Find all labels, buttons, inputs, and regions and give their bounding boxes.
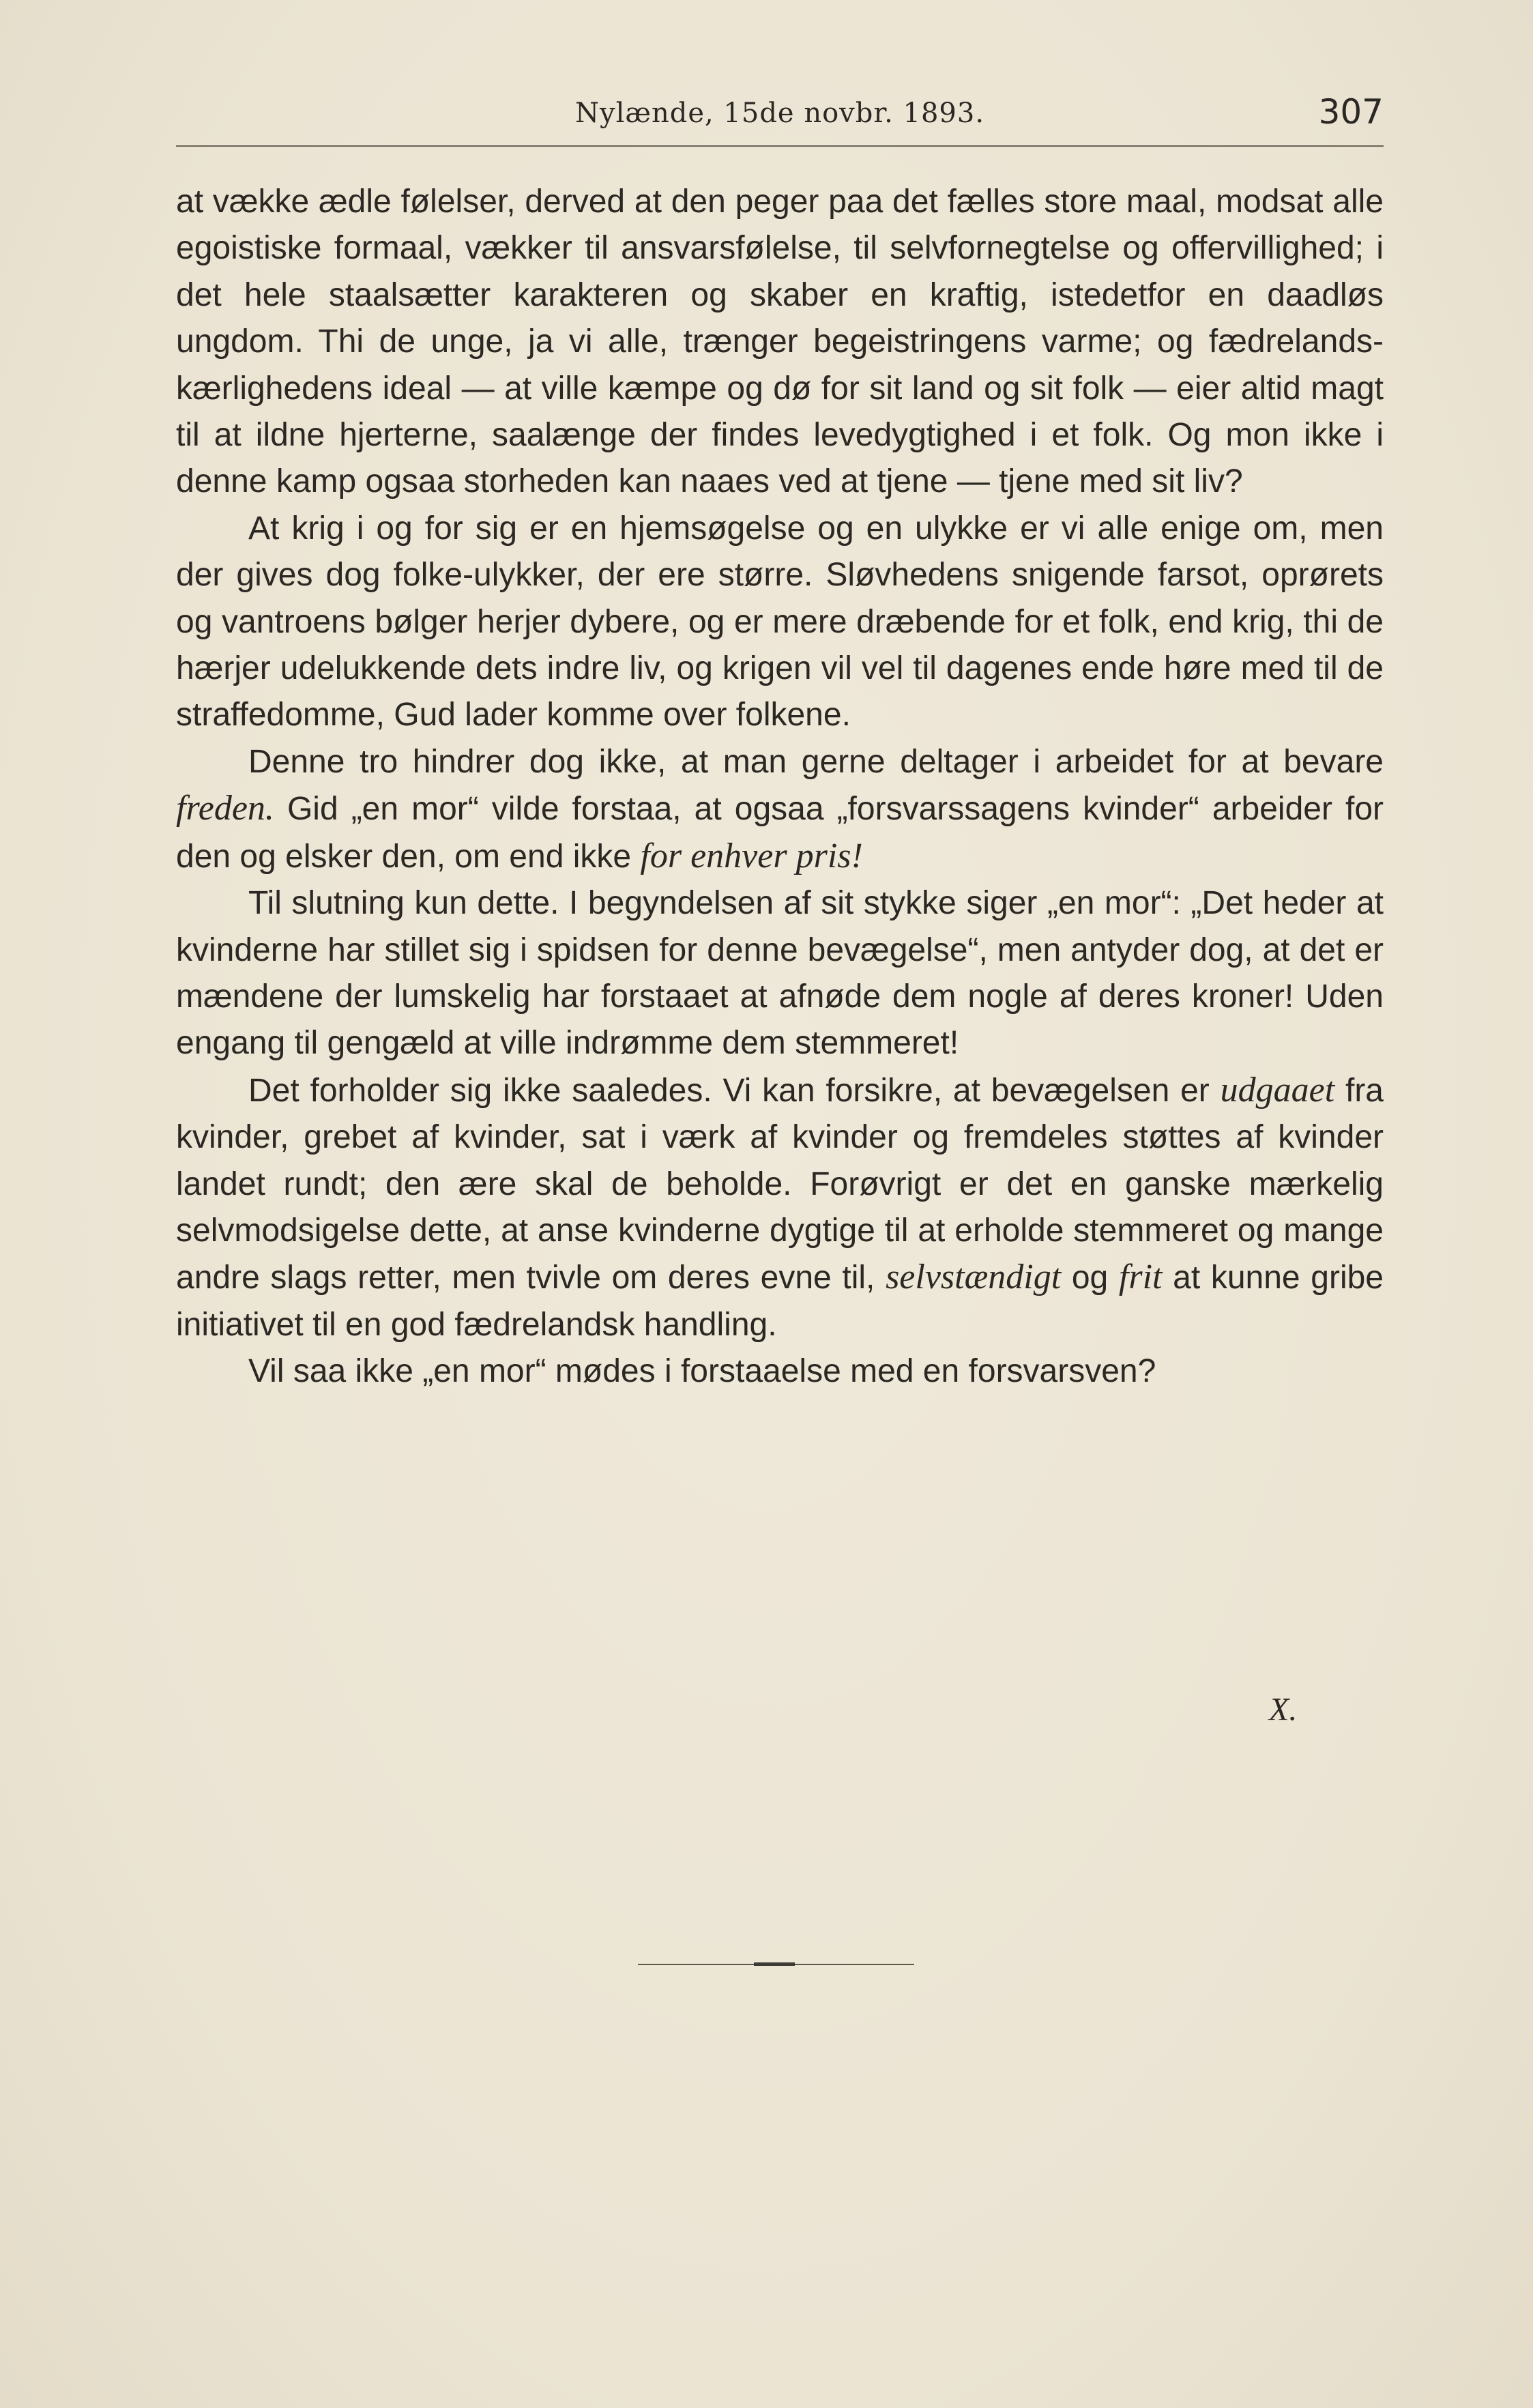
paragraph-1 bbox=[176, 179, 1384, 506]
paragraph-text: At krig i og for sig er en hjemsøgelse og en ulykke er vi alle enige om, men der gives dog folke-ulykker, der ere større. Sløvhedens snigende farsot, oprørets og vantroens bølger herjer dybere, og er mere dræbende for et folk, end krig, thi de hærjer udelukkende dets indre liv, og krigen vil vel til dagenes ende høre med til de straffedomme, Gud lader komme over folkene. bbox=[176, 510, 1384, 734]
paragraph-text: og bbox=[1061, 1260, 1119, 1296]
emphasis-text: udgaaet bbox=[1220, 1070, 1335, 1109]
paragraph-text: fra kvinder, grebet af kvinder, sat i værk af kvinder og fremdeles støttes af kvinder landet rundt; den ære skal de beholde. Forøvrigt er det en ganske mærkelig selvmodsigelse dette, at anse kvinderne dygtige til at erholde stemmeret og mange andre slags retter, men tvivle om deres evne til, bbox=[176, 1072, 1384, 1296]
paragraph-6 bbox=[176, 1348, 1384, 1395]
running-header bbox=[176, 92, 1384, 147]
paragraph-3 bbox=[176, 739, 1384, 880]
author-signature: X. bbox=[1269, 1692, 1298, 1728]
paragraph-text: Vil saa ikke „en mor“ mødes i forstaaelse med en forsvarsven? bbox=[248, 1353, 1156, 1390]
paragraph-text: Til slutning kun dette. I begyndelsen af sit stykke siger „en mor“: „Det heder at kvinderne har stillet sig i spidsen for denne bevægelse“, men antyder dog, at det er mændene der lumskelig har forstaaet at afnøde dem nogle af deres kroner! Uden engang til gengæld at ville indrømme dem stemmeret! bbox=[176, 885, 1384, 1062]
paragraph-4 bbox=[176, 880, 1384, 1067]
emphasis-text: freden. bbox=[176, 789, 274, 828]
paragraph-5 bbox=[176, 1067, 1384, 1348]
paragraph-text: at kunne gribe initiativet til en god fædrelandsk handling. bbox=[176, 1260, 1384, 1343]
section-end-rule-center bbox=[754, 1962, 795, 1966]
journal-title-date: Nylænde, 15de novbr. 1893. bbox=[574, 98, 985, 129]
paragraph-text: Det forholder sig ikke saaledes. Vi kan forsikre, at bevægelsen er bbox=[248, 1072, 1221, 1109]
emphasis-text: for enhver pris! bbox=[640, 836, 863, 875]
paragraph-text: Gid „en mor“ vilde forstaa, at ogsaa „forsvarssagens kvinder“ arbeider for den og elsker den, om end ikke bbox=[176, 791, 1384, 875]
header-rule bbox=[176, 145, 1384, 147]
emphasis-text: selvstændigt bbox=[886, 1258, 1062, 1297]
paragraph-2 bbox=[176, 506, 1384, 739]
paragraph-text: at vække ædle følelser, derved at den peger paa det fælles store maal, modsat alle egoistiske formaal, vækker til ansvarsfølelse, til selvfornegtelse og offervillighed; i det hele staalsætter karakteren og skaber en kraftig, istedetfor en daadløs ungdom. Thi de unge, ja vi alle, trænger begeistringens varme; og fædrelands-kærlighedens ideal — at ville kæmpe og dø for sit land og sit folk — eier altid magt til at ildne hjerterne, saalænge der findes levedygtighed i et folk. Og mon ikke i denne kamp ogsaa storheden kan naaes ved at tjene — tjene med sit liv? bbox=[176, 184, 1384, 500]
emphasis-text: frit bbox=[1118, 1258, 1163, 1297]
paragraph-text: Denne tro hindrer dog ikke, at man gerne deltager i arbeidet for at bevare bbox=[248, 743, 1384, 780]
page-number: 307 bbox=[1318, 92, 1384, 132]
article-body bbox=[176, 179, 1384, 1395]
